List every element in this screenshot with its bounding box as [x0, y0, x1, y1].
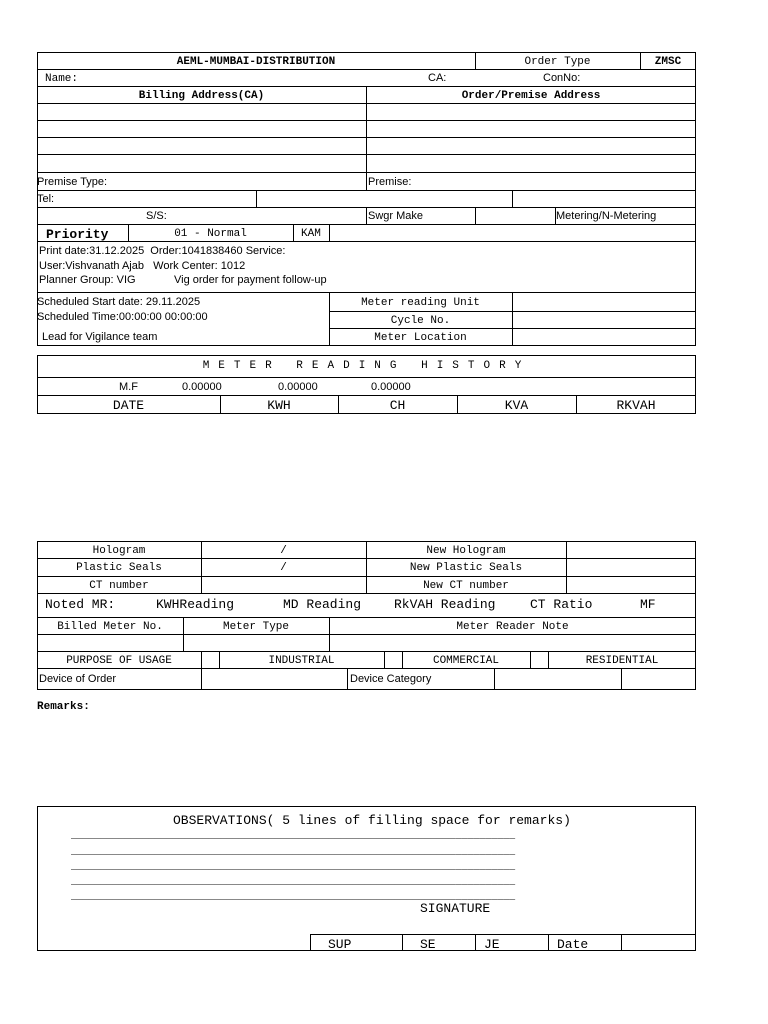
- plastic-seals-label: Plastic Seals: [76, 562, 162, 574]
- rule: [402, 934, 403, 951]
- metering-label: Metering/N-Metering: [556, 210, 657, 222]
- billing-address-label: Billing Address(CA): [138, 90, 265, 102]
- mf-label: M.F: [119, 381, 138, 393]
- observation-line-5: __________________________________________________________________________: [71, 893, 516, 903]
- date-label: Date: [557, 937, 589, 952]
- se-label: SE: [420, 937, 436, 952]
- planner-group: Planner Group: VIG: [39, 274, 136, 286]
- premise-label: Premise:: [368, 176, 412, 188]
- premise-type-label: Premise Type:: [37, 176, 108, 188]
- rule: [512, 190, 513, 207]
- history-title: METER READING HISTORY: [202, 360, 531, 372]
- column-kva: KVA: [504, 398, 529, 413]
- rule: [37, 593, 696, 594]
- priority-value: 01 - Normal: [174, 228, 247, 240]
- rule: [347, 668, 348, 690]
- rule: [37, 69, 696, 70]
- premise-address-label: Order/Premise Address: [461, 90, 601, 102]
- rule: [621, 934, 622, 951]
- order-description: Vig order for payment follow-up: [174, 274, 327, 286]
- hologram-value: /: [280, 545, 287, 557]
- column-ch: CH: [389, 398, 406, 413]
- device-of-order-label: Device of Order: [39, 673, 117, 685]
- observation-line-2: __________________________________________________________________________: [71, 848, 516, 858]
- order-type-value: ZMSC: [654, 56, 682, 68]
- rule: [37, 241, 696, 242]
- rule: [566, 541, 567, 593]
- new-ct-number-label: New CT number: [423, 580, 509, 592]
- je-label: JE: [484, 937, 500, 952]
- purpose-of-usage-label: PURPOSE OF USAGE: [66, 655, 172, 667]
- order-type-label: Order Type: [524, 56, 591, 68]
- meter-location-label: Meter Location: [374, 332, 467, 344]
- tel-label: Tel:: [37, 193, 55, 205]
- rule: [201, 651, 202, 668]
- noted-md-reading: MD Reading: [283, 597, 362, 612]
- column-date: DATE: [112, 398, 145, 413]
- industrial-label: INDUSTRIAL: [268, 655, 335, 667]
- observations-title: OBSERVATIONS( 5 lines of filling space for remarks): [173, 813, 571, 828]
- observation-line-1: __________________________________________________________________________: [71, 832, 516, 842]
- swgr-make-label: Swgr Make: [368, 210, 424, 222]
- rule: [475, 934, 476, 951]
- rule: [256, 190, 257, 207]
- residential-label: RESIDENTIAL: [585, 655, 659, 667]
- meter-reader-note-label: Meter Reader Note: [456, 621, 569, 633]
- noted-mr-label: Noted MR:: [45, 597, 116, 612]
- noted-kwh-reading: KWHReading: [156, 597, 235, 612]
- conno-label: ConNo:: [543, 72, 581, 84]
- commercial-label: COMMERCIAL: [432, 655, 499, 667]
- print-date-line: Print date:31.12.2025 Order:1041838460 Service:: [39, 245, 286, 257]
- rule: [37, 634, 696, 635]
- observation-line-3: __________________________________________________________________________: [71, 863, 516, 873]
- column-kwh: KWH: [267, 398, 291, 413]
- device-category-label: Device Category: [350, 673, 432, 685]
- hologram-label: Hologram: [92, 545, 146, 557]
- mf-value-2: 0.00000: [278, 381, 318, 393]
- signature-label: SIGNATURE: [420, 901, 491, 916]
- remarks-label: Remarks:: [37, 701, 90, 713]
- noted-rkvah-reading: RkVAH Reading: [394, 597, 496, 612]
- rule: [475, 207, 476, 224]
- rule: [366, 207, 367, 224]
- meter-type-label: Meter Type: [222, 621, 289, 633]
- mf-value-3: 0.00000: [371, 381, 411, 393]
- ct-number-label: CT number: [89, 580, 149, 592]
- rule: [384, 651, 385, 668]
- scheduled-start-date: Scheduled Start date: 29.11.2025: [37, 296, 201, 308]
- company-name: AEML-MUMBAI-DISTRIBUTION: [176, 56, 336, 68]
- column-rkvah: RKVAH: [616, 398, 656, 413]
- new-plastic-seals-label: New Plastic Seals: [409, 562, 523, 574]
- rule: [37, 395, 696, 396]
- rule: [37, 617, 696, 618]
- new-hologram-label: New Hologram: [426, 545, 506, 557]
- plastic-seals-value: /: [280, 562, 287, 574]
- rule: [201, 668, 202, 690]
- rule: [530, 651, 531, 668]
- rule: [37, 668, 696, 669]
- rule: [37, 377, 696, 378]
- user-line: User:Vishvanath Ajab Work Center: 1012: [39, 260, 246, 272]
- kam-label: KAM: [301, 228, 321, 240]
- billed-meter-no-label: Billed Meter No.: [57, 621, 163, 633]
- rule: [512, 292, 513, 346]
- rule: [310, 934, 696, 935]
- rule: [548, 934, 549, 951]
- rule: [494, 668, 495, 690]
- observation-line-4: __________________________________________________________________________: [71, 878, 516, 888]
- cycle-no-label: Cycle No.: [390, 315, 451, 327]
- rule: [621, 668, 622, 690]
- rule: [310, 934, 311, 951]
- mf-value-1: 0.00000: [182, 381, 222, 393]
- rule: [37, 224, 696, 225]
- ss-label: S/S:: [146, 210, 167, 222]
- lead-text: Lead for Vigilance team: [42, 331, 158, 343]
- rule: [329, 224, 330, 241]
- rule: [37, 190, 696, 191]
- scheduled-time: Scheduled Time:00:00:00 00:00:00: [37, 311, 208, 323]
- rule: [37, 651, 696, 652]
- priority-label: Priority: [46, 227, 109, 242]
- meter-reading-unit-label: Meter reading Unit: [361, 297, 480, 309]
- rule: [293, 224, 294, 241]
- noted-mf: MF: [640, 597, 656, 612]
- ca-label: CA:: [428, 72, 447, 84]
- noted-ct-ratio: CT Ratio: [530, 597, 593, 612]
- name-label: Name:: [45, 73, 79, 85]
- sup-label: SUP: [328, 937, 352, 952]
- rule: [37, 292, 696, 293]
